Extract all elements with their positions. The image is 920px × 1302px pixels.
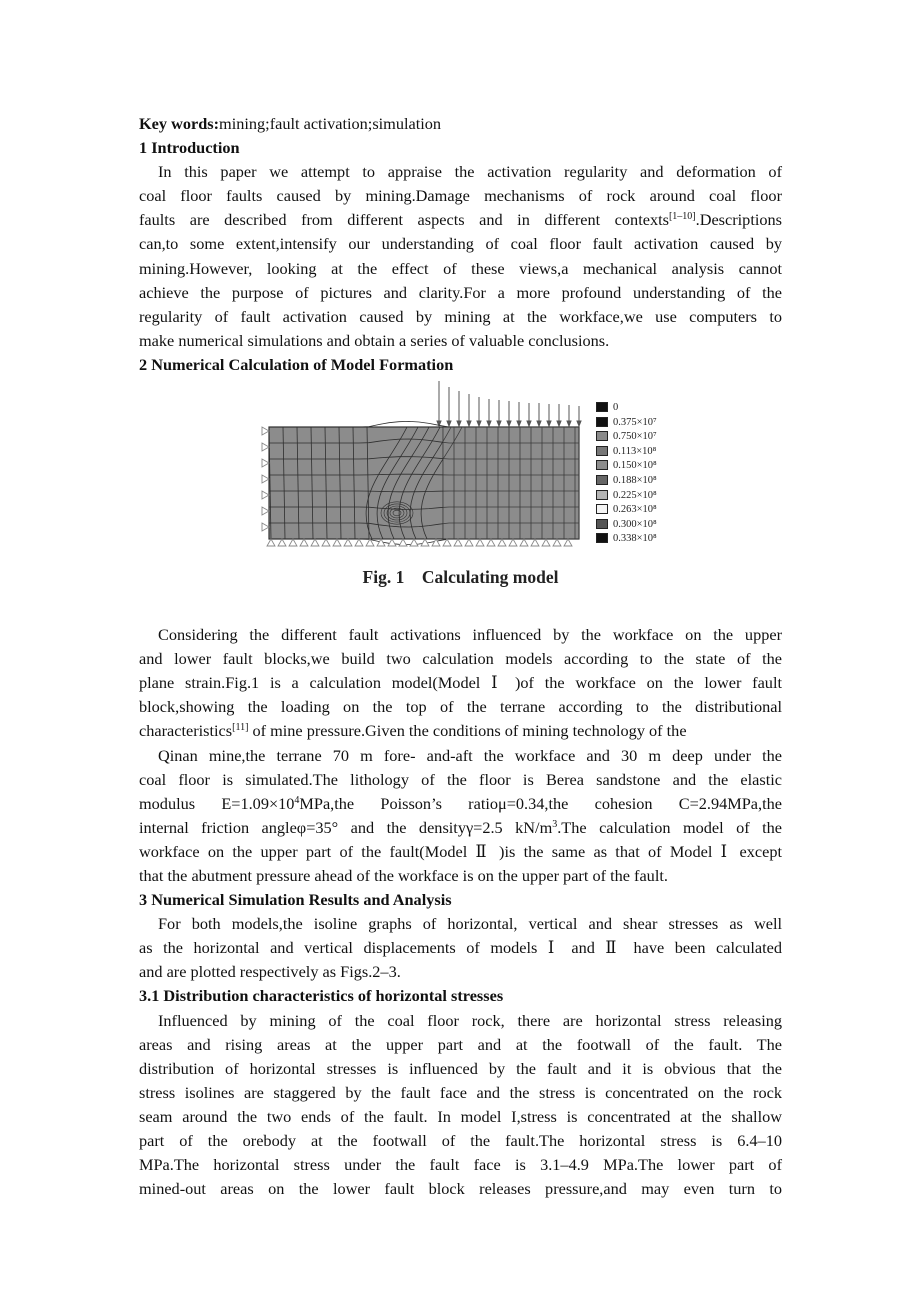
load-arrowhead [447, 421, 451, 426]
body-line: For both models,the isoline graphs of horizontal, vertical and shear stresses as well [158, 914, 782, 934]
roller-support [300, 539, 308, 546]
body-line: coal floor is simulated.The lithology of the floor is Berea sandstone and the elastic [139, 769, 782, 789]
legend-swatch [596, 519, 608, 529]
section-heading-introduction: 1 Introduction [139, 138, 240, 158]
mesh-line [269, 421, 579, 427]
intro-text: .Descriptions [695, 210, 782, 230]
intro-line: In this paper we attempt to appraise the activation regularity and deformation of [158, 162, 782, 182]
legend-swatch [596, 460, 608, 470]
body-line: seam around the two ends of the fault. In model I,stress is concentrated at the shallow [139, 1106, 782, 1126]
roller-support [262, 459, 269, 467]
intro-line: coal floor faults caused by mining.Damage mechanisms of rock around coal floor [139, 186, 782, 206]
roller-support [564, 539, 572, 546]
legend-swatch [596, 431, 608, 441]
load-arrowhead [567, 421, 571, 426]
body-line: as the horizontal and vertical displacements of models Ⅰ and Ⅱ have been calculated [139, 938, 782, 958]
body-line: and lower fault blocks,we build two calculation models according to the state of the [139, 649, 782, 669]
body-line: plane strain.Fig.1 is a calculation model(Model Ⅰ )of the workface on the lower fault [139, 673, 782, 693]
superscript: 3 [552, 818, 558, 830]
roller-support [311, 539, 319, 546]
legend-swatch [596, 446, 608, 456]
roller-support [476, 539, 484, 546]
intro-line: regularity of fault activation caused by mining at the workface,we use computers to [139, 306, 782, 326]
roller-support [289, 539, 297, 546]
body-text: MPa,the Poisson’s ratioμ=0.34,the cohesion C=2.94MPa,the [299, 793, 782, 813]
citation-ref: [1–10] [668, 211, 696, 223]
body-line: workface on the upper part of the fault(Model Ⅱ )is the same as that of Model Ⅰ except [139, 841, 782, 861]
paper-page [139, 112, 782, 1201]
body-line: and are plotted respectively as Figs.2–3. [139, 962, 401, 982]
load-arrowhead [467, 421, 471, 426]
legend-label: 0.300×10⁸ [613, 518, 657, 530]
body-text: .The calculation model of the [557, 817, 782, 837]
body-text: internal friction angleφ=35° and the densityγ=2.5 kN/m [139, 817, 553, 837]
roller-support [542, 539, 550, 546]
roller-support [267, 539, 275, 546]
body-line: part of the orebody at the footwall of the fault.The horizontal stress is 6.4–10 [139, 1131, 782, 1150]
legend-swatch [596, 533, 608, 543]
legend-label: 0.338×10⁸ [613, 533, 657, 545]
roller-support [262, 443, 269, 451]
section-heading-results: 3 Numerical Simulation Results and Analysis [139, 890, 452, 910]
roller-support [278, 539, 286, 546]
roller-support [262, 475, 269, 483]
section-heading-numerical-calculation: 2 Numerical Calculation of Model Formation [139, 354, 454, 374]
body-line: areas and rising areas at the upper part and at the footwall of the fault. The [139, 1034, 782, 1054]
body-line: Qinan mine,the terrane 70 m fore- and-aft the workface and 30 m deep under the [158, 745, 782, 765]
legend-swatch [596, 475, 608, 485]
keywords-line [139, 112, 782, 136]
calculating-model-diagram [257, 381, 587, 561]
load-arrowhead [537, 421, 541, 426]
body-line: block,showing the loading on the top of the terrane according to the distributional [139, 697, 782, 717]
load-arrowhead [557, 421, 561, 426]
load-arrowhead [577, 421, 581, 426]
roller-support [262, 507, 269, 515]
citation-ref: [11] [232, 722, 249, 734]
roller-support [465, 539, 473, 546]
roller-support [333, 539, 341, 546]
load-arrowhead [547, 421, 551, 426]
roller-support [553, 539, 561, 546]
legend-swatch [596, 490, 608, 500]
legend-label: 0 [613, 402, 619, 414]
load-arrowhead [497, 421, 501, 426]
roller-support [520, 539, 528, 546]
intro-line: mining.However, looking at the effect of these views,a mechanical analysis cannot [139, 258, 782, 278]
legend-swatch [596, 402, 608, 412]
body-line: Considering the different fault activations influenced by the workface on the upper [158, 625, 782, 645]
roller-support [388, 539, 396, 546]
figure-caption: Fig. 1 Calculating model [362, 567, 559, 588]
mesh-model [269, 421, 579, 544]
body-line [139, 719, 782, 743]
roller-support [432, 539, 440, 546]
body-line: Influenced by mining of the coal floor rock, there are horizontal stress releasing [158, 1010, 782, 1030]
legend-label: 0.750×10⁷ [613, 431, 657, 443]
roller-support [487, 539, 495, 546]
load-arrowhead [507, 421, 511, 426]
legend-label: 0.113×10⁸ [613, 445, 657, 457]
roller-support [531, 539, 539, 546]
subsection-heading-horizontal-stresses: 3.1 Distribution characteristics of horizontal stresses [139, 986, 504, 1006]
legend-swatch [596, 417, 608, 427]
legend-label: 0.263×10⁸ [613, 504, 657, 516]
load-arrowhead [477, 421, 481, 426]
load-arrowhead [457, 421, 461, 426]
keywords-label: Key words: [139, 114, 220, 133]
roller-support [399, 539, 407, 546]
body-line [139, 816, 782, 840]
legend-label: 0.150×10⁸ [613, 460, 657, 472]
body-text: characteristics [139, 721, 233, 741]
roller-support [498, 539, 506, 546]
body-text: of mine pressure.Given the conditions of mining technology of the [248, 721, 687, 741]
roller-support [410, 539, 418, 546]
load-arrowhead [517, 421, 521, 426]
body-line: stress isolines are staggered by the fault face and the stress is concentrated on the rock [139, 1082, 782, 1102]
intro-line [139, 208, 782, 232]
roller-support [344, 539, 352, 546]
body-text: modulus E=1.09×10 [139, 793, 295, 813]
body-line: distribution of horizontal stresses is influenced by the fault and it is obvious that the [139, 1058, 782, 1078]
roller-support [262, 523, 269, 531]
legend-label: 0.375×10⁷ [613, 416, 657, 428]
load-arrowhead [527, 421, 531, 426]
roller-support [509, 539, 517, 546]
legend-swatch [596, 504, 608, 514]
roller-support [322, 539, 330, 546]
load-arrows [437, 381, 581, 426]
intro-line: can,to some extent,intensify our understanding of coal floor fault activation caused by [139, 234, 782, 254]
body-line [139, 792, 782, 816]
legend-label: 0.188×10⁸ [613, 475, 657, 486]
legend-label: 0.225×10⁸ [613, 489, 657, 501]
figure-1 [139, 381, 782, 617]
body-line: mined-out areas on the lower fault block releases pressure,and may even turn to [139, 1179, 782, 1199]
keywords-text: mining;fault activation;simulation [219, 114, 442, 133]
roller-support [262, 491, 269, 499]
body-line: that the abutment pressure ahead of the workface is on the upper part of the fault. [139, 865, 668, 885]
intro-text: faults are described from different aspects and in different contexts [139, 210, 669, 230]
body-line: MPa.The horizontal stress under the fault face is 3.1–4.9 MPa.The lower part of [139, 1155, 782, 1175]
roller-support [454, 539, 462, 546]
roller-support [355, 539, 363, 546]
superscript: 4 [294, 794, 300, 806]
intro-line: achieve the purpose of pictures and clarity.For a more profound understanding of the [139, 282, 782, 302]
load-arrowhead [487, 421, 491, 426]
intro-line: make numerical simulations and obtain a series of valuable conclusions. [139, 330, 610, 350]
roller-support [262, 427, 269, 435]
